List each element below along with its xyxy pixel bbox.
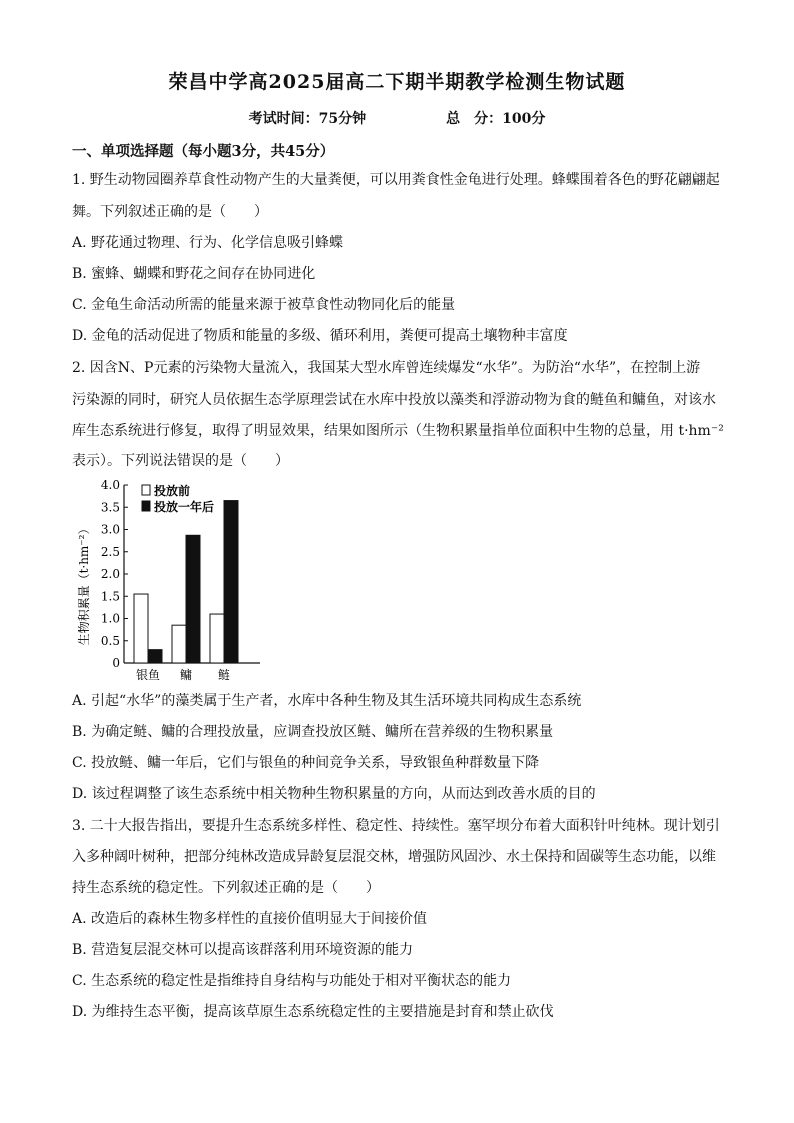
x-tick-label: 鳙 [179, 668, 193, 682]
q1-option-b: B. 蜜蜂、蝴蝶和野花之间存在协同进化 [72, 266, 316, 282]
q3-stem-line2: 入多种阔叶树种，把部分纯林改造成异龄复层混交林，增强防风固沙、水土保持和固碳等生态功能，以维 [72, 849, 716, 865]
q3-stem-line1: 3. 二十大报告指出，要提升生态系统多样性、稳定性、持续性。塞罕坝分布着大面积针叶纯林。现计划引 [72, 818, 720, 834]
y-tick-label: 0 [112, 656, 120, 670]
bar-before [172, 625, 186, 663]
bar-after [148, 650, 162, 663]
y-tick-label: 0.5 [100, 633, 120, 648]
q2-option-c: C. 投放鲢、鳙一年后，它们与银鱼的种间竞争关系，导致银鱼种群数量下降 [72, 755, 540, 771]
y-tick-label: 2.0 [100, 567, 120, 581]
x-tick-label: 鲢 [217, 668, 231, 682]
x-tick-label: 银鱼 [135, 668, 161, 682]
q3-stem-line3: 持生态系统的稳定性。下列叙述正确的是（ ） [72, 880, 380, 896]
q2-option-b: B. 为确定鲢、鳙的合理投放量，应调查投放区鲢、鳙所在营养级的生物积累量 [72, 724, 554, 740]
q1-option-c: C. 金龟生命活动所需的能量来源于被草食性动物同化后的能量 [72, 297, 456, 313]
q3-option-a: A. 改造后的森林生物多样性的直接价值明显大于间接价值 [72, 911, 428, 927]
q2-option-d: D. 该过程调整了该生态系统中相关物种生物积累量的方向，从而达到改善水质的目的 [72, 786, 596, 802]
q2-stem-line2: 污染源的同时，研究人员依据生态学原理尝试在水库中投放以藻类和浮游动物为食的鲢鱼和鳙鱼，对该水 [72, 392, 716, 408]
y-tick-label: 1.5 [100, 589, 120, 604]
q2-stem-line4: 表示）。下列说法错误的是（ ） [72, 453, 289, 469]
y-axis-label: 生物积累量（t·hm⁻²） [77, 522, 91, 646]
bar-chart [72, 475, 272, 685]
q1-stem-line2: 舞。下列叙述正确的是（ ） [72, 204, 268, 220]
total-score: 总 分：100分 [446, 111, 546, 127]
y-tick-label: 2.5 [100, 544, 120, 559]
q2-stem-line3: 库生态系统进行修复，取得了明显效果，结果如图所示（生物积累量指单位面积中生物的总量，用 t·hm⁻² [72, 423, 724, 439]
exam-time: 考试时间：75分钟 [248, 111, 367, 127]
bar-before [134, 594, 148, 663]
q2-stem-line1: 2. 因含N、P元素的污染物大量流入，我国某大型水库曾连续爆发“水华”。为防治“水华”，在控制上游 [72, 360, 701, 376]
legend-swatch [142, 501, 150, 511]
legend-swatch [142, 485, 150, 495]
y-tick-label: 3.0 [100, 522, 120, 537]
y-tick-label: 3.5 [100, 500, 120, 515]
q1-stem-line1: 1. 野生动物园圈养草食性动物产生的大量粪便，可以用粪食性金龟进行处理。蜂蝶围着各色的野花翩翩起 [72, 172, 720, 188]
legend-label: 投放一年后 [154, 500, 215, 514]
bar-before [210, 614, 224, 663]
exam-meta [0, 108, 794, 128]
q1-option-d: D. 金龟的活动促进了物质和能量的多级、循环利用，粪便可提高土壤物种丰富度 [72, 328, 568, 344]
q1-option-a: A. 野花通过物理、行为、化学信息吸引蜂蝶 [72, 235, 344, 251]
y-tick-label: 4.0 [100, 478, 120, 492]
y-tick-label: 1.0 [100, 611, 120, 626]
bar-after [186, 535, 200, 663]
section-title: 一、单项选择题（每小题3分，共45分） [72, 143, 335, 160]
q3-option-d: D. 为维持生态平衡，提高该草原生态系统稳定性的主要措施是封育和禁止砍伐 [72, 1004, 554, 1020]
page-title: 荣昌中学高2025届高二下期半期教学检测生物试题 [168, 71, 626, 93]
legend-label: 投放前 [154, 484, 191, 498]
q3-option-c: C. 生态系统的稳定性是指维持自身结构与功能处于相对平衡状态的能力 [72, 973, 512, 989]
q2-option-a: A. 引起“水华”的藻类属于生产者，水库中各种生物及其生活环境共同构成生态系统 [72, 693, 582, 709]
q3-option-b: B. 营造复层混交林可以提高该群落利用环境资源的能力 [72, 942, 414, 958]
bar-after [224, 501, 238, 663]
